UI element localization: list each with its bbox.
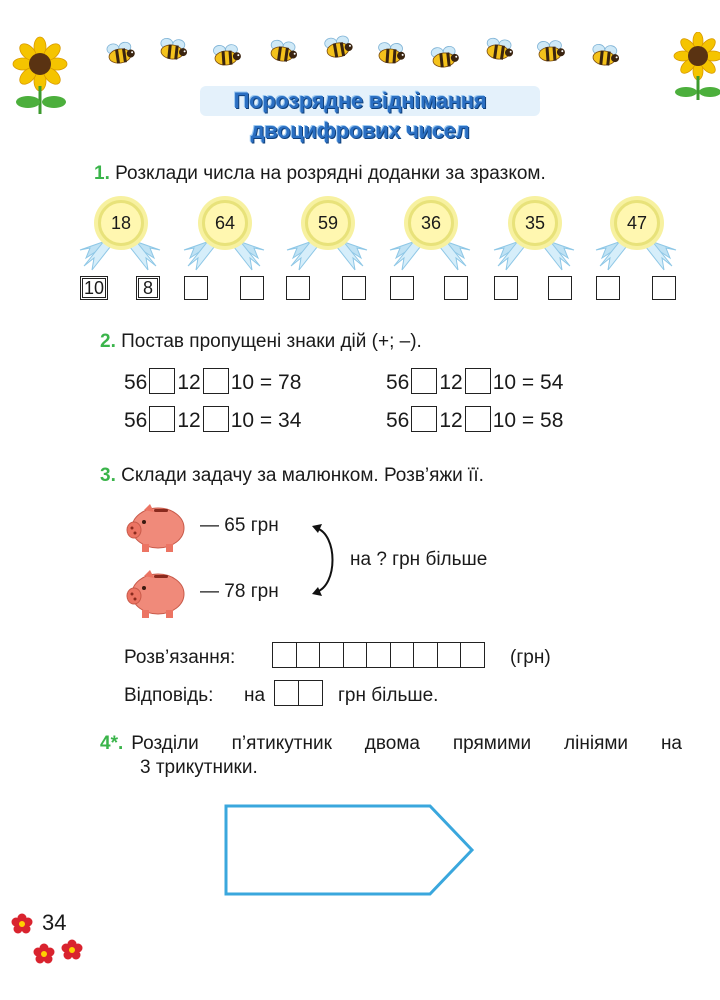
solution-cells[interactable] [272,642,484,668]
answer-box[interactable] [596,276,620,300]
answer-suffix: грн більше. [338,685,439,706]
task4-number: 4*. [100,733,124,754]
page-title [150,86,570,146]
sunflower-icon-left [10,36,72,116]
brace-arrow [310,520,344,600]
answer-box[interactable] [548,276,572,300]
operand: 12 [439,409,463,432]
number-circle: 18 [98,200,144,246]
split-arrows [70,230,690,280]
bee-icon [213,44,241,66]
sign-box[interactable] [411,368,437,394]
equation [386,368,563,397]
bee-icon [378,42,406,64]
equation-result: = 58 [521,409,564,432]
solution-cell[interactable] [390,642,415,668]
solution-cell[interactable] [272,642,297,668]
answer-label: Відповідь: [124,685,214,706]
operand: 10 [492,371,517,394]
title-line-1: Порозрядне віднімання [233,88,487,113]
answer-box[interactable] [494,276,518,300]
task2-number: 2. [100,331,116,352]
task3-number: 3. [100,465,116,486]
solution-cell[interactable] [343,642,368,668]
sign-box[interactable] [149,368,175,394]
answer-cell[interactable] [298,680,323,706]
pentagon-shape[interactable] [220,800,480,900]
task4-heading [100,732,690,780]
operand: 12 [177,371,201,394]
solution-cell[interactable] [319,642,344,668]
answer-box[interactable] [652,276,676,300]
sign-box[interactable] [465,368,491,394]
answer-box[interactable] [240,276,264,300]
answer-cell[interactable] [274,680,299,706]
equation-result: = 34 [259,409,302,432]
task1-number: 1. [94,163,110,184]
number-circle: 35 [512,200,558,246]
number-circle: 36 [408,200,454,246]
bee-icon [537,40,565,62]
operand: 12 [177,409,201,432]
operand: 56 [386,371,410,394]
operand: 56 [124,371,148,394]
operand: 12 [439,371,463,394]
bee-icon [324,35,354,59]
operand: 10 [230,371,255,394]
answer-box[interactable] [342,276,366,300]
operand: 56 [386,409,410,432]
answer-box[interactable] [184,276,208,300]
task1-heading [94,162,546,186]
solution-unit: (грн) [510,647,551,668]
solution-cell[interactable] [413,642,438,668]
example-box-units: 8 [136,276,160,300]
solution-cell[interactable] [296,642,321,668]
title-line-2: двоцифрових чисел [250,118,470,143]
answer-box[interactable] [390,276,414,300]
equation [124,368,301,397]
solution-cell[interactable] [437,642,462,668]
equation [124,406,301,435]
answer-box[interactable] [444,276,468,300]
operand: 10 [492,409,517,432]
bee-icon [159,38,188,61]
piggy-bank-icon [124,566,194,622]
equation-result: = 78 [259,371,302,394]
task4-text-line2: 3 трикутники. [140,757,258,778]
amount-first: — 65 грн [200,515,279,536]
task4-text-line1: Розділи п’ятикутник двома прямими лініями на [131,733,682,754]
number-circle: 64 [202,200,248,246]
amount-second: — 78 грн [200,581,279,602]
piggy-bank-icon [124,500,194,556]
sign-box[interactable] [149,406,175,432]
sign-box[interactable] [411,406,437,432]
sign-box[interactable] [465,406,491,432]
sunflower-icon-right [668,32,720,102]
solution-cell[interactable] [460,642,485,668]
operand: 10 [230,409,255,432]
equation-result: = 54 [521,371,564,394]
operand: 56 [124,409,148,432]
sign-box[interactable] [203,406,229,432]
equation [386,406,563,435]
sign-box[interactable] [203,368,229,394]
bee-row [100,34,640,74]
task1-text: Розклади числа на розрядні доданки за зразком. [115,163,546,184]
bee-icon [591,44,620,67]
solution-cell[interactable] [366,642,391,668]
bee-icon [269,39,299,63]
bee-icon [431,46,460,69]
number-circle: 59 [305,200,351,246]
bee-icon [485,37,515,61]
solution-label: Розв’язання: [124,647,236,668]
number-circle: 47 [614,200,660,246]
compare-text: на ? грн більше [350,549,488,570]
page-number: 34 [42,910,67,935]
task3-heading [100,464,484,488]
example-box-tens: 10 [80,276,108,300]
task3-text: Склади задачу за малюнком. Розв’яжи її. [121,465,484,486]
answer-cells[interactable] [274,680,321,706]
answer-box[interactable] [286,276,310,300]
answer-prefix: на [244,685,266,706]
bee-icon [106,41,136,65]
task2-heading [100,330,422,354]
task2-text: Постав пропущені знаки дій (+; –). [121,331,422,352]
